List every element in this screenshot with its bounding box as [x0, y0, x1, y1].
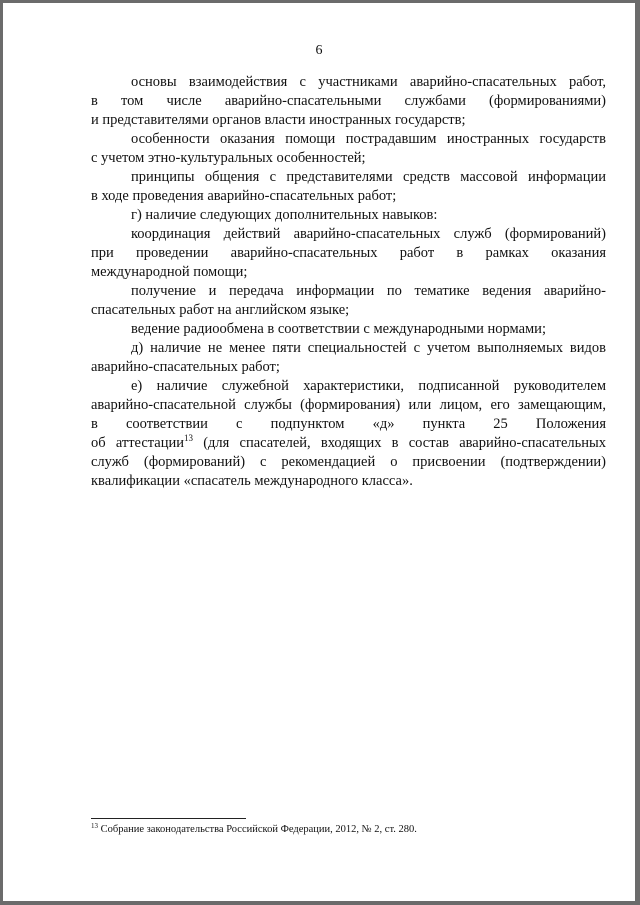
paragraph-line: квалификации «спасатель международного класса».	[91, 473, 413, 489]
page-number: 6	[315, 43, 323, 58]
paragraph-line: д) наличие не менее пяти специальностей с учетом выполняемых видов	[131, 340, 606, 356]
paragraph-line: получение и передача информации по тематике ведения аварийно-	[131, 283, 606, 299]
body-text	[91, 73, 606, 491]
paragraph-line: аварийно-спасательных работ;	[91, 359, 280, 375]
paragraph-line: е) наличие служебной характеристики, подписанной руководителем	[131, 378, 606, 394]
footnote-text: Собрание законодательства Российской Федерации, 2012, № 2, ст. 280.	[98, 824, 417, 835]
paragraph-line: спасательных работ на английском языке;	[91, 302, 350, 318]
paragraph-line	[91, 434, 606, 453]
paragraph-line: г) наличие следующих дополнительных навыков:	[131, 207, 438, 223]
paragraph-line: в ходе проведения аварийно-спасательных работ;	[91, 188, 397, 204]
paragraph-line: особенности оказания помощи пострадавшим иностранных государств	[131, 131, 606, 147]
paragraph-line: в том числе аварийно-спасательными службами (формированиями)	[91, 93, 606, 109]
text-span: об аттестации	[91, 435, 185, 451]
paragraph-line: с учетом этно-культуральных особенностей;	[91, 150, 366, 166]
footnote-mark: 13	[91, 822, 98, 830]
paragraph-line: ведение радиообмена в соответствии с международными нормами;	[131, 321, 546, 337]
paragraph-line: и представителями органов власти иностранных государств;	[91, 112, 466, 128]
paragraph-line: служб (формирований) с рекомендацией о присвоении (подтверждении)	[91, 454, 606, 470]
paragraph-line: в соответствии с подпунктом «д» пункта 25 Положения	[91, 416, 606, 432]
document-page	[3, 3, 635, 901]
footnote-separator	[91, 818, 246, 819]
paragraph-line: координация действий аварийно-спасательных служб (формирований)	[131, 226, 606, 242]
paragraph-line: принципы общения с представителями средств массовой информации	[131, 169, 606, 185]
paragraph-line: международной помощи;	[91, 264, 248, 280]
footnote	[91, 824, 417, 835]
footnote-reference: 13	[184, 433, 194, 443]
paragraph-line: основы взаимодействия с участниками аварийно-спасательных работ,	[131, 74, 606, 90]
paragraph-line: при проведении аварийно-спасательных работ в рамках оказания	[91, 245, 606, 261]
text-span: (для спасателей, входящих в состав аварийно-спасательных	[193, 435, 607, 451]
paragraph-line: аварийно-спасательной службы (формирования) или лицом, его замещающим,	[91, 397, 606, 413]
